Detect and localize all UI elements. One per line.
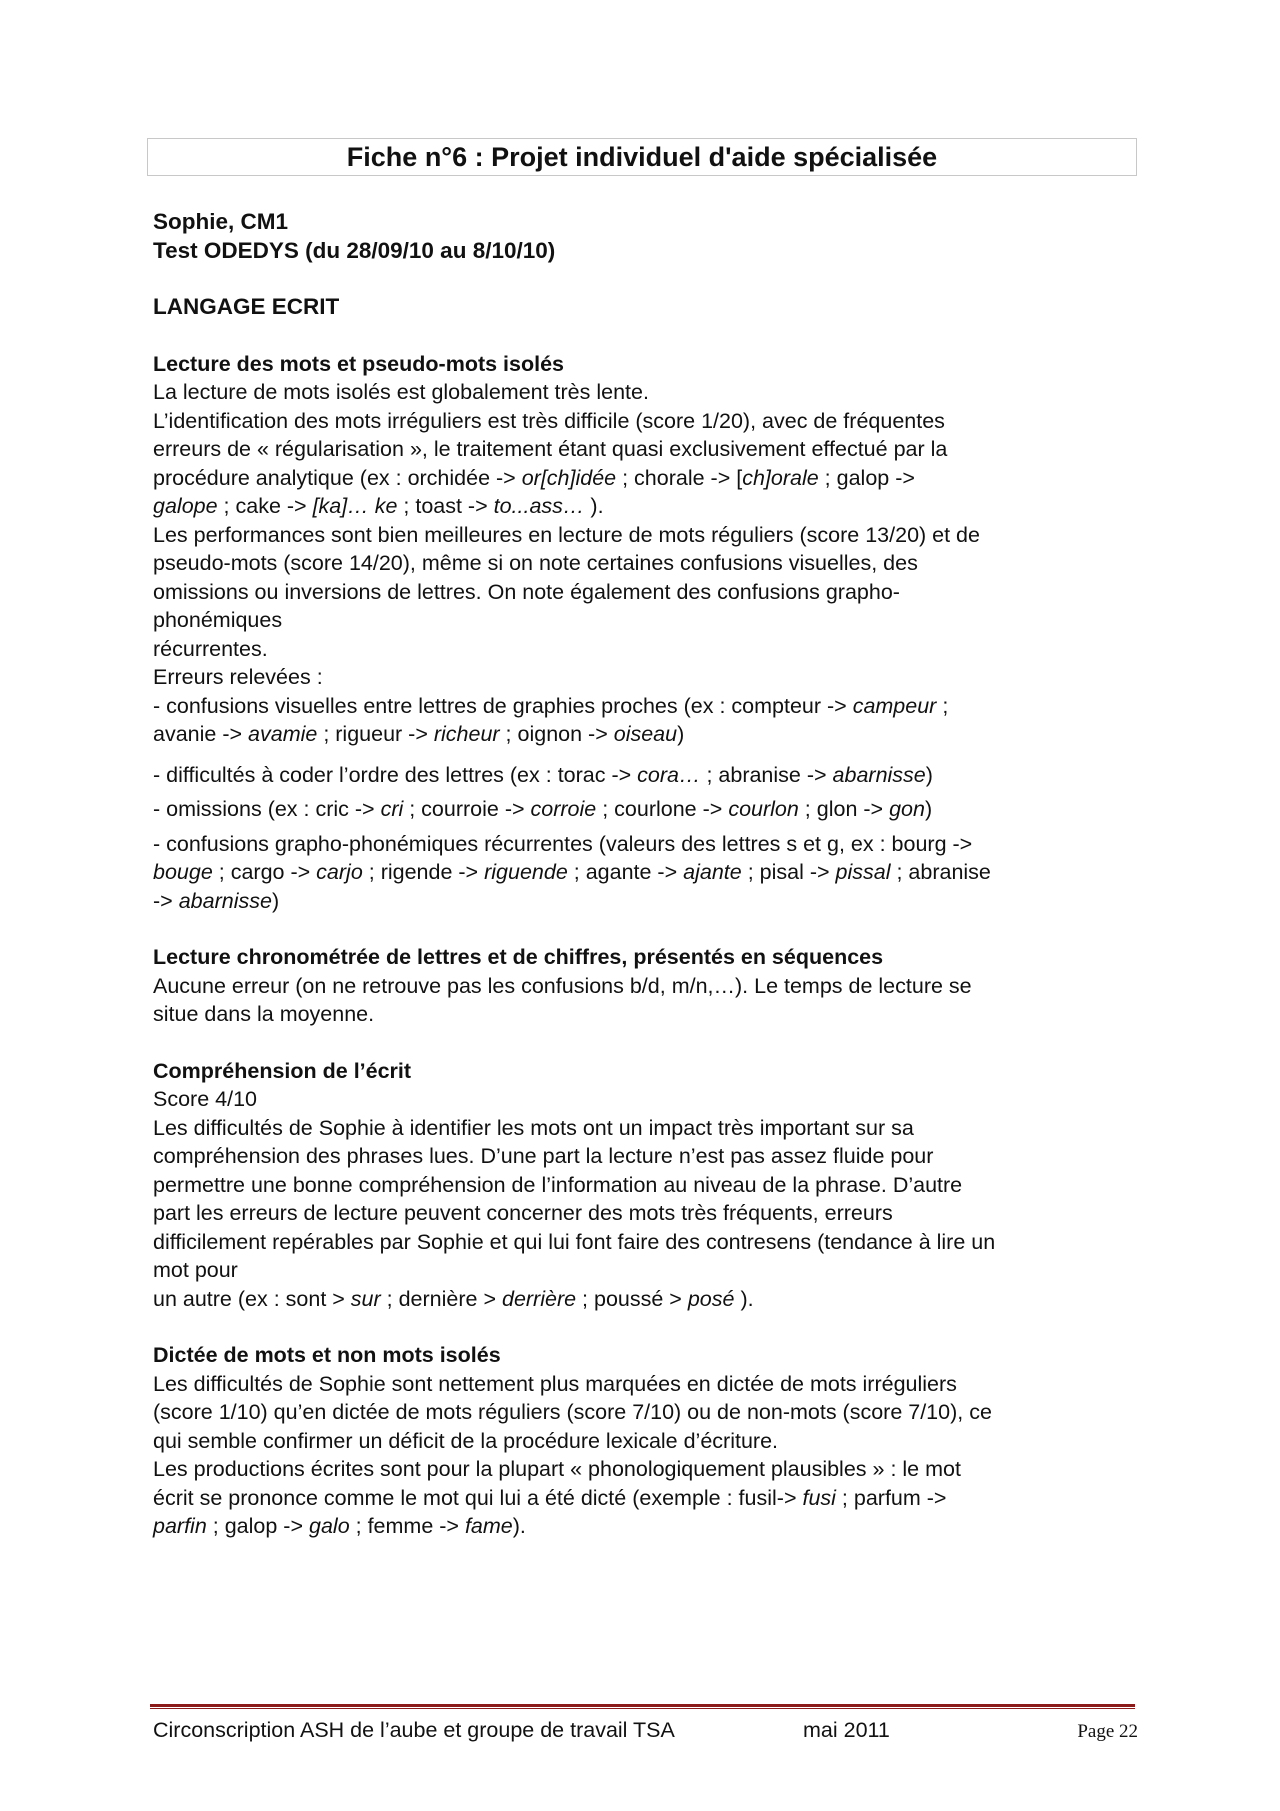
footer-divider [150, 1704, 1135, 1709]
paragraph-line: mot pour [153, 1258, 238, 1282]
paragraph-line: Erreurs relevées : [153, 665, 323, 689]
paragraph-line: Aucune erreur (on ne retrouve pas les confusions b/d, m/n,…). Le temps de lecture se [153, 973, 972, 998]
paragraph-line: situe dans la moyenne. [153, 1002, 375, 1026]
paragraph-line: omissions ou inversions de lettres. On note également des confusions grapho- [153, 579, 900, 604]
paragraph-line: Les difficultés de Sophie à identifier les mots ont un impact très important sur sa [153, 1115, 914, 1140]
error-item-order: - difficultés à coder l’ordre des lettres (ex : torac -> cora… ; abranise -> abarnisse) [153, 762, 933, 787]
error-item-grapho: - confusions grapho-phonémiques récurrentes (valeurs des lettres s et g, ex : bourg -> [153, 831, 973, 856]
paragraph-line: phonémiques [153, 608, 283, 632]
section-heading-lecture-mots: Lecture des mots et pseudo-mots isolés [153, 351, 564, 376]
paragraph-line: L’identification des mots irréguliers est très difficile (score 1/20), avec de fréquentes [153, 408, 945, 433]
paragraph-line: (score 1/10) qu’en dictée de mots réguliers (score 7/10) ou de non-mots (score 7/10), ce [153, 1400, 992, 1424]
page-footer [153, 1718, 1138, 1748]
error-item-omissions: - omissions (ex : cric -> cri ; courroie -> corroie ; courlone -> courlon ; glon -> gon) [153, 797, 933, 821]
paragraph-line: erreurs de « régularisation », le traitement étant quasi exclusivement effectué par la [153, 437, 948, 461]
student-line: Sophie, CM1 [153, 209, 289, 234]
paragraph-line: La lecture de mots isolés est globalement très lente. [153, 380, 649, 404]
page-number: Page 22 [1077, 1721, 1138, 1742]
error-item-visual-cont: avanie -> avamie ; rigueur -> richeur ; oignon -> oiseau) [153, 722, 685, 746]
section-heading-chrono: Lecture chronométrée de lettres et de chiffres, présentés en séquences [153, 945, 884, 969]
paragraph-line: parfin ; galop -> galo ; femme -> fame). [153, 1514, 526, 1538]
paragraph-line: difficilement repérables par Sophie et qui lui font faire des contresens (tendance à lire un [153, 1229, 996, 1254]
paragraph-line: pseudo-mots (score 14/20), même si on note certaines confusions visuelles, des [153, 551, 918, 575]
test-line: Test ODEDYS (du 28/09/10 au 8/10/10) [153, 237, 556, 263]
paragraph-line: qui semble confirmer un déficit de la procédure lexicale d’écriture. [153, 1428, 779, 1453]
paragraph-line: écrit se prononce comme le mot qui lui a été dicté (exemple : fusil-> fusi ; parfum -> [153, 1485, 947, 1510]
page-title: Fiche n°6 : Projet individuel d'aide spécialisée [346, 142, 938, 172]
error-item-grapho-end: -> abarnisse) [153, 888, 280, 913]
paragraph-line: un autre (ex : sont > sur ; dernière > derrière ; poussé > posé ). [153, 1286, 754, 1311]
title-box [147, 138, 1137, 176]
document-body [153, 208, 1138, 1541]
section-heading-dictee: Dictée de mots et non mots isolés [153, 1343, 501, 1367]
paragraph-line: permettre une bonne compréhension de l’information au niveau de la phrase. D’autre [153, 1172, 963, 1197]
paragraph-line: galope ; cake -> [ka]… ke ; toast -> to...ass… ). [153, 494, 604, 518]
paragraph-line: compréhension des phrases lues. D’une part la lecture n’est pas assez fluide pour [153, 1144, 934, 1168]
paragraph-line: procédure analytique (ex : orchidée -> or[ch]idée ; chorale -> [ch]orale ; galop -> [153, 465, 915, 490]
paragraph-line: Les performances sont bien meilleures en lecture de mots réguliers (score 13/20) et de [153, 522, 980, 547]
section-title: LANGAGE ECRIT [153, 294, 340, 319]
error-item-visual: - confusions visuelles entre lettres de graphies proches (ex : compteur -> campeur ; [153, 693, 949, 718]
error-item-grapho-cont: bouge ; cargo -> carjo ; rigende -> riguende ; agante -> ajante ; pisal -> pissal ; abranise [153, 860, 991, 884]
footer-date: mai 2011 [803, 1718, 890, 1742]
footer-organization: Circonscription ASH de l’aube et groupe de travail TSA [153, 1718, 675, 1742]
paragraph-line: part les erreurs de lecture peuvent concerner des mots très fréquents, erreurs [153, 1201, 893, 1225]
paragraph-line: Les productions écrites sont pour la plupart « phonologiquement plausibles » : le mot [153, 1457, 961, 1481]
paragraph-line: Score 4/10 [153, 1087, 257, 1111]
paragraph-line: Les difficultés de Sophie sont nettement plus marquées en dictée de mots irréguliers [153, 1371, 957, 1396]
paragraph-line: récurrentes. [153, 636, 268, 661]
section-heading-comprehension: Compréhension de l’écrit [153, 1058, 412, 1083]
